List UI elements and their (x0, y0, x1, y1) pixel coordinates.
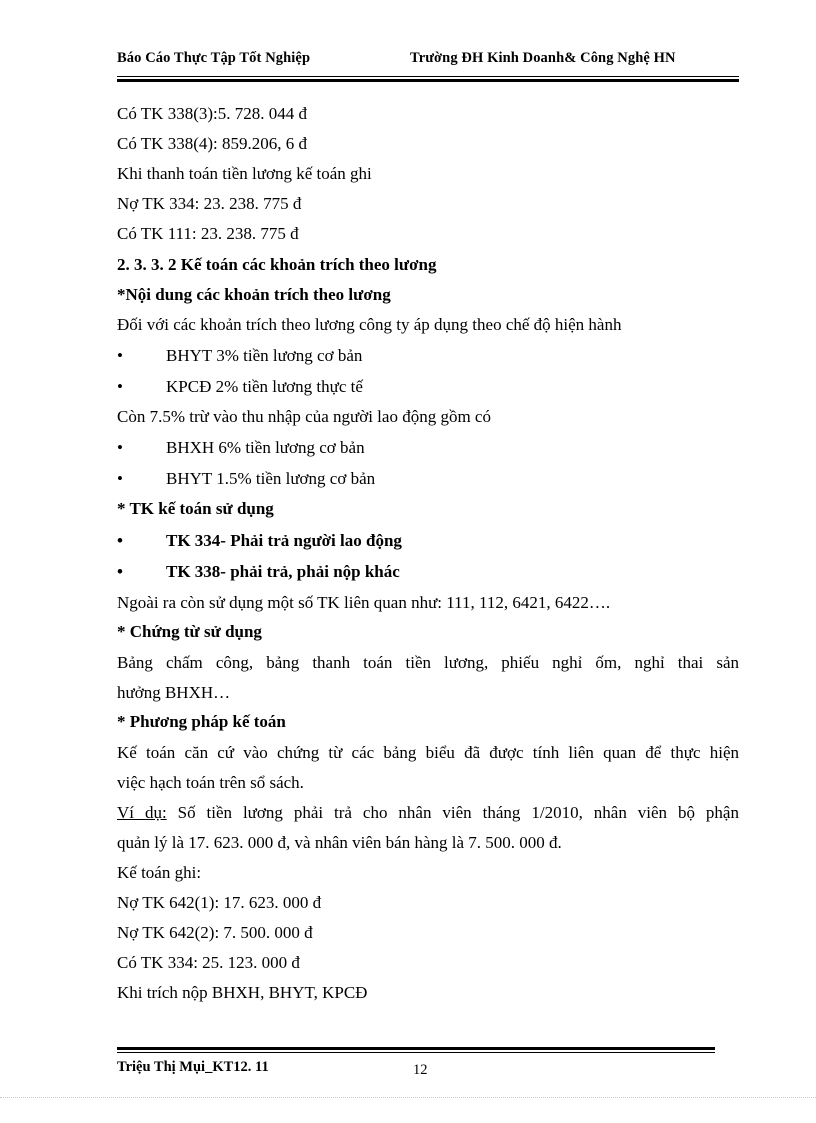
bullet-text: BHYT 3% tiền lương cơ bản (166, 346, 363, 365)
bullet-text: BHXH 6% tiền lương cơ bản (166, 438, 365, 457)
bullet-text: KPCĐ 2% tiền lương thực tế (166, 377, 363, 396)
bullet-text: TK 334- Phải trả người lao động (166, 531, 402, 550)
text-line: Ngoài ra còn sử dụng một số TK liên quan như: 111, 112, 6421, 6422…. (117, 593, 611, 612)
header-university: Trường ĐH Kinh Doanh& Công Nghệ HN (410, 50, 676, 66)
paragraph-line: Bảng chấm công, bảng thanh toán tiền lương, phiếu nghỉ ốm, nghỉ thai sản (117, 653, 739, 672)
subsection-heading: * TK kế toán sử dụng (117, 499, 274, 518)
text-line: Có TK 338(3):5. 728. 044 đ (117, 104, 307, 123)
example-label: Ví dụ: (117, 803, 167, 822)
example-text: Số tiền lương phải trả cho nhân viên tháng 1/2010, nhân viên bộ phận (166, 803, 739, 822)
bullet-icon: • (117, 531, 123, 550)
paragraph-line: việc hạch toán trên sổ sách. (117, 773, 304, 792)
text-line: Có TK 334: 25. 123. 000 đ (117, 953, 300, 972)
text-line: Nợ TK 334: 23. 238. 775 đ (117, 194, 302, 213)
paragraph-line: Kế toán căn cứ vào chứng từ các bảng biểu đã được tính liên quan để thực hiện (117, 743, 739, 762)
bullet-icon: • (117, 438, 123, 457)
header-rule-thin (117, 76, 739, 77)
section-heading: 2. 3. 3. 2 Kế toán các khoản trích theo lương (117, 255, 437, 274)
text-line: Có TK 111: 23. 238. 775 đ (117, 224, 299, 243)
bullet-text: TK 338- phải trả, phải nộp khác (166, 562, 400, 581)
subsection-heading: *Nội dung các khoản trích theo lương (117, 285, 391, 304)
header-report-title: Báo Cáo Thực Tập Tốt Nghiệp (117, 50, 311, 66)
text-line: Còn 7.5% trừ vào thu nhập của người lao động gồm có (117, 407, 491, 426)
bullet-icon: • (117, 562, 123, 581)
text-line: Khi thanh toán tiền lương kế toán ghi (117, 164, 372, 183)
bullet-icon: • (117, 469, 123, 488)
example-paragraph-line (117, 803, 739, 823)
text-line: Khi trích nộp BHXH, BHYT, KPCĐ (117, 983, 368, 1002)
text-line: Đối với các khoản trích theo lương công ty áp dụng theo chế độ hiện hành (117, 315, 622, 334)
text-line: Nợ TK 642(2): 7. 500. 000 đ (117, 923, 313, 942)
page-number: 12 (413, 1062, 428, 1078)
paragraph-line: quản lý là 17. 623. 000 đ, và nhân viên bán hàng là 7. 500. 000 đ. (117, 833, 562, 852)
bullet-icon: • (117, 346, 123, 365)
subsection-heading: * Phương pháp kế toán (117, 712, 286, 731)
bullet-text: BHYT 1.5% tiền lương cơ bản (166, 469, 376, 488)
text-line: Nợ TK 642(1): 17. 623. 000 đ (117, 893, 322, 912)
text-line: Kế toán ghi: (117, 863, 202, 882)
footer-author: Triệu Thị Mụi_KT12. 11 (117, 1059, 269, 1075)
paragraph-line: hưởng BHXH… (117, 683, 231, 702)
footer-rule-thin (117, 1052, 715, 1053)
subsection-heading: * Chứng từ sử dụng (117, 622, 262, 641)
page-edge-divider (0, 1097, 816, 1098)
footer-rule-thick (117, 1047, 715, 1050)
bullet-icon: • (117, 377, 123, 396)
header-rule-thick (117, 79, 739, 82)
text-line: Có TK 338(4): 859.206, 6 đ (117, 134, 307, 153)
